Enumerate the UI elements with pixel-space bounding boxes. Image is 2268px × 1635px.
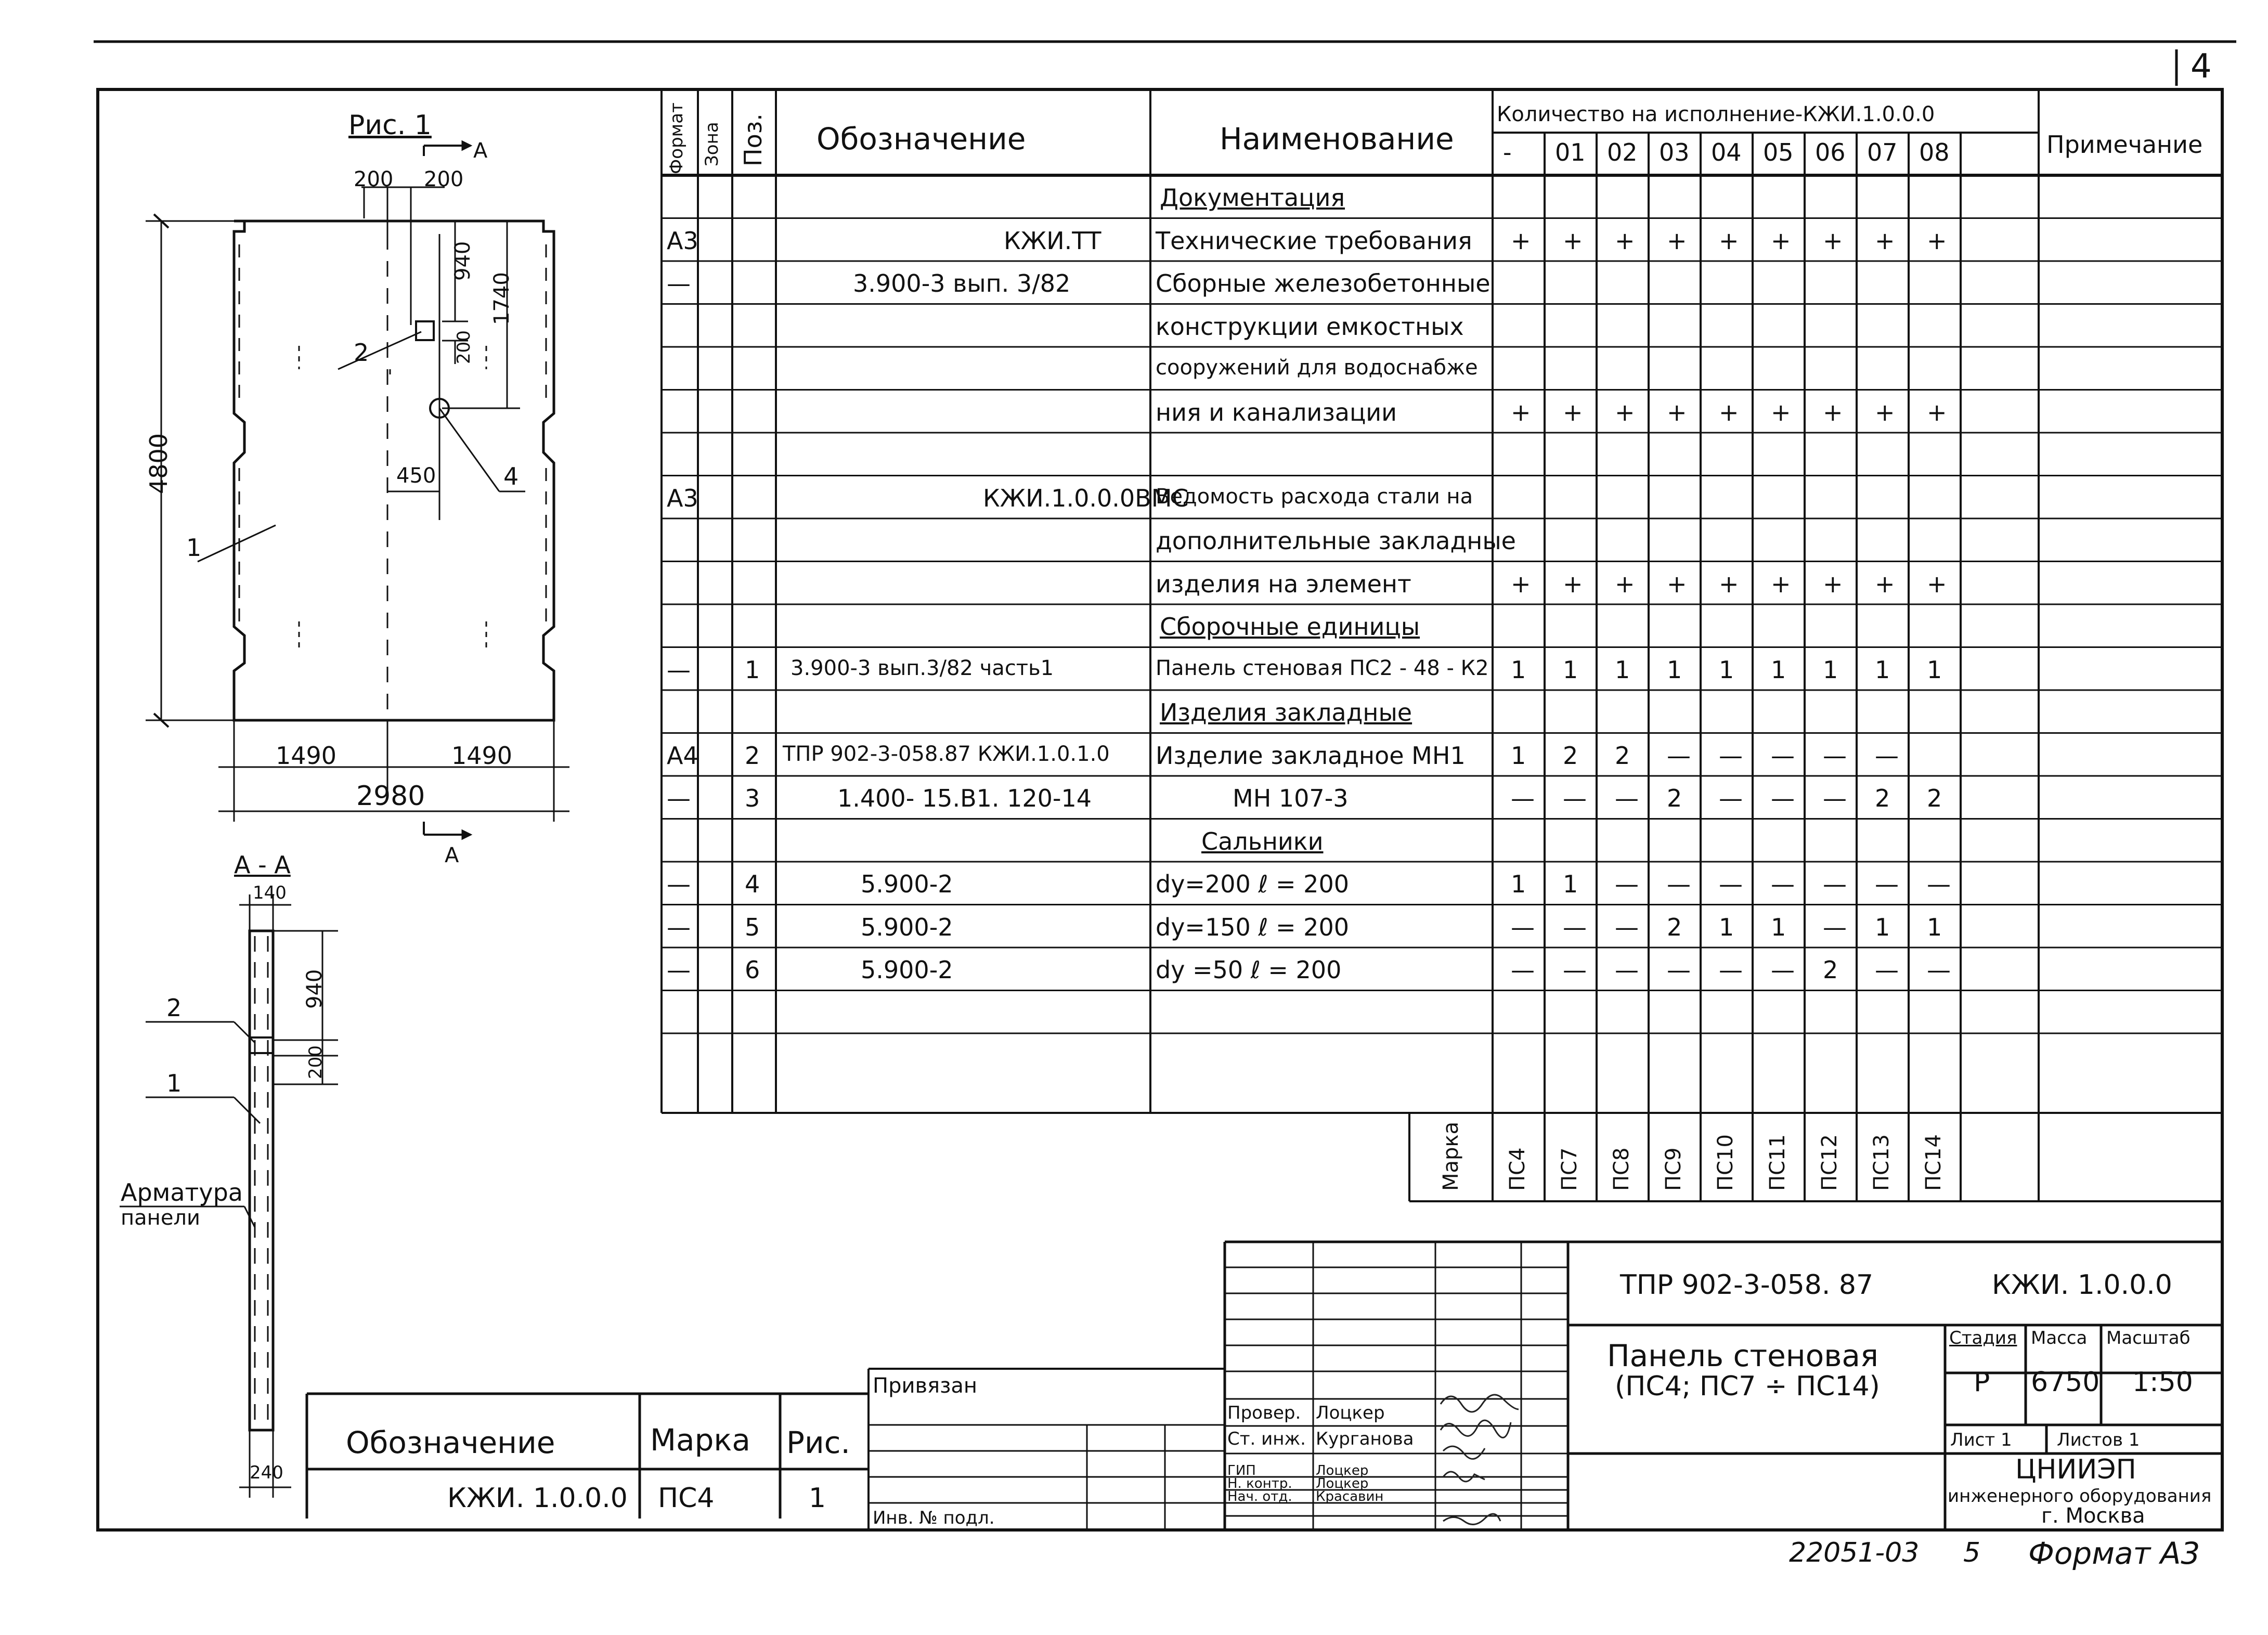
row-format: А3 xyxy=(667,226,698,255)
qty-cell: 1 xyxy=(1719,913,1734,941)
qty-cell: + xyxy=(1667,569,1687,598)
header-qty-title: Количество на исполнение-КЖИ.1.0.0.0 xyxy=(1497,102,1935,126)
qty-cell: — xyxy=(1667,870,1691,898)
qty-cell: 1 xyxy=(1563,870,1578,898)
qty-cell: 1 xyxy=(1667,655,1682,684)
qty-header-cell: - xyxy=(1503,138,1512,166)
row-name: сооружений для водоснабже xyxy=(1156,356,1478,380)
row-position: 3 xyxy=(745,784,760,812)
role-title: Н. контр. xyxy=(1227,1476,1292,1491)
qty-header-cell: 07 xyxy=(1867,138,1898,166)
qty-cell: — xyxy=(1719,784,1743,812)
qty-cell: — xyxy=(1511,784,1535,812)
qty-cell: 1 xyxy=(1875,913,1890,941)
qty-cell: — xyxy=(1511,956,1535,984)
row-position: 4 xyxy=(745,870,760,898)
qty-cell: + xyxy=(1875,226,1895,255)
qty-cell: 2 xyxy=(1563,741,1578,770)
sheet-label: Лист 1 xyxy=(1950,1430,2012,1450)
qty-cell: — xyxy=(1719,956,1743,984)
qty-cell: + xyxy=(1563,398,1583,426)
ref-header-marka: Марка xyxy=(650,1422,750,1458)
row-name: Сальники xyxy=(1201,827,1324,855)
qty-cell: + xyxy=(1927,226,1947,255)
scale-label: Масштаб xyxy=(2106,1328,2191,1348)
qty-cell: 2 xyxy=(1823,956,1838,984)
qty-cell: — xyxy=(1563,784,1587,812)
marka-label: Марка xyxy=(1439,1121,1463,1191)
marka-value: ПС4 xyxy=(1506,1147,1530,1191)
scale-value: 1:50 xyxy=(2132,1367,2193,1398)
role-person: Лоцкер xyxy=(1316,1463,1369,1478)
qty-cell: — xyxy=(1719,870,1743,898)
qty-cell: 2 xyxy=(1667,913,1682,941)
qty-cell: + xyxy=(1719,226,1739,255)
qty-cell: — xyxy=(1667,741,1691,770)
ref-header-designation: Обозначение xyxy=(346,1425,555,1460)
section-title: А - А xyxy=(234,851,291,879)
qty-cell: 1 xyxy=(1927,655,1942,684)
row-name: dу=150 ℓ = 200 xyxy=(1156,913,1349,941)
dim-1490-left: 1490 xyxy=(276,742,337,770)
qty-cell: + xyxy=(1875,398,1895,426)
header-format: Формат xyxy=(666,102,687,174)
row-designation: ТПР 902-3-058.87 КЖИ.1.0.1.0 xyxy=(783,742,1110,766)
qty-cell: + xyxy=(1719,569,1739,598)
rebar-label-2: панели xyxy=(121,1206,200,1230)
role-title: Нач. отд. xyxy=(1227,1489,1292,1504)
dim-4800: 4800 xyxy=(145,433,173,494)
role-title: Ст. инж. xyxy=(1227,1429,1306,1449)
qty-cell: + xyxy=(1667,226,1687,255)
header-designation: Обозначение xyxy=(817,121,1026,157)
qty-cell: — xyxy=(1927,956,1951,984)
qty-cell: + xyxy=(1927,398,1947,426)
row-position: 6 xyxy=(745,956,760,984)
dim-940-section: 940 xyxy=(303,969,327,1009)
row-designation: 1.400- 15.В1. 120-14 xyxy=(837,784,1092,812)
qty-cell: — xyxy=(1771,870,1795,898)
row-name: МН 107-3 xyxy=(1233,784,1349,812)
section-mark-top: А xyxy=(473,139,488,163)
qty-cell: — xyxy=(1823,741,1847,770)
ref-fig: 1 xyxy=(809,1483,826,1514)
row-name: ния и канализации xyxy=(1156,398,1397,426)
callout-4: 4 xyxy=(503,462,519,490)
qty-cell: — xyxy=(1875,956,1899,984)
row-position: 1 xyxy=(745,655,760,684)
qty-cell: + xyxy=(1771,398,1791,426)
row-designation: КЖИ.ТТ xyxy=(1004,226,1101,255)
dim-450: 450 xyxy=(396,464,436,488)
row-name: изделия на элемент xyxy=(1156,569,1411,598)
archive-number: 22051-03 xyxy=(1789,1537,1920,1568)
marka-value: ПС8 xyxy=(1610,1147,1634,1191)
marka-value: ПС12 xyxy=(1818,1134,1842,1191)
qty-cell: + xyxy=(1563,226,1583,255)
marka-value: ПС11 xyxy=(1766,1134,1790,1191)
qty-cell: + xyxy=(1511,398,1531,426)
qty-cell: 1 xyxy=(1511,870,1526,898)
qty-header-cell: 04 xyxy=(1711,138,1742,166)
row-designation: КЖИ.1.0.0.0ВМС xyxy=(983,484,1189,512)
header-note: Примечание xyxy=(2046,131,2203,159)
row-name: Сборные железобетонные xyxy=(1156,269,1491,297)
sheets-label: Листов 1 xyxy=(2057,1430,2140,1450)
qty-cell: — xyxy=(1615,784,1639,812)
qty-header-cell: 05 xyxy=(1763,138,1794,166)
role-person: Лоцкер xyxy=(1316,1403,1385,1423)
dim-2980: 2980 xyxy=(356,781,425,812)
qty-cell: + xyxy=(1823,226,1843,255)
row-designation: 5.900-2 xyxy=(861,956,953,984)
row-name: Сборочные единицы xyxy=(1160,613,1420,641)
qty-cell: 2 xyxy=(1927,784,1942,812)
qty-cell: 1 xyxy=(1563,655,1578,684)
qty-cell: 2 xyxy=(1615,741,1630,770)
qty-cell: + xyxy=(1511,569,1531,598)
row-name: Документация xyxy=(1160,184,1345,212)
qty-cell: 1 xyxy=(1927,913,1942,941)
format-label: Формат А3 xyxy=(2028,1536,2200,1571)
row-designation: 5.900-2 xyxy=(861,870,953,898)
qty-header-cell: 01 xyxy=(1555,138,1586,166)
qty-cell: 1 xyxy=(1511,741,1526,770)
sheet-number: 4 xyxy=(2191,47,2212,86)
qty-cell: + xyxy=(1563,569,1583,598)
qty-cell: 1 xyxy=(1771,655,1786,684)
qty-cell: — xyxy=(1875,870,1899,898)
qty-cell: + xyxy=(1719,398,1739,426)
qty-cell: — xyxy=(1719,741,1743,770)
marka-value: ПС13 xyxy=(1870,1134,1894,1191)
qty-cell: + xyxy=(1615,569,1635,598)
qty-cell: — xyxy=(1615,870,1639,898)
role-title: ГИП xyxy=(1227,1463,1256,1478)
org-line-2: инженерного оборудования xyxy=(1948,1486,2212,1507)
section-callout-2: 2 xyxy=(166,994,182,1022)
dim-200-vert: 200 xyxy=(453,330,474,364)
header-pos: Поз. xyxy=(739,113,767,166)
inventory-label: Инв. № подл. xyxy=(873,1508,995,1528)
qty-cell: — xyxy=(1563,956,1587,984)
row-name: Изделия закладные xyxy=(1160,698,1412,726)
mass-value: 6750 xyxy=(2031,1367,2100,1398)
qty-cell: + xyxy=(1875,569,1895,598)
qty-cell: — xyxy=(1927,870,1951,898)
qty-cell: — xyxy=(1823,913,1847,941)
qty-cell: 1 xyxy=(1771,913,1786,941)
role-title: Провер. xyxy=(1227,1403,1301,1423)
dim-1490-right: 1490 xyxy=(451,742,513,770)
row-format: А3 xyxy=(667,484,698,512)
row-format: — xyxy=(667,870,691,898)
dim-240: 240 xyxy=(250,1462,283,1483)
qty-cell: + xyxy=(1511,226,1531,255)
qty-cell: + xyxy=(1823,569,1843,598)
qty-cell: — xyxy=(1771,784,1795,812)
row-format: — xyxy=(667,913,691,941)
qty-cell: 1 xyxy=(1615,655,1630,684)
row-designation: 3.900-3 вып. 3/82 xyxy=(853,269,1071,297)
qty-cell: — xyxy=(1511,913,1535,941)
qty-cell: 2 xyxy=(1875,784,1890,812)
doc-code: КЖИ. 1.0.0.0 xyxy=(1992,1269,2172,1301)
row-name: конструкции емкостных xyxy=(1156,312,1464,341)
stage-value: Р xyxy=(1974,1367,1990,1398)
row-name: Ведомость расхода стали на xyxy=(1156,484,1473,509)
ref-header-fig: Рис. xyxy=(786,1425,850,1460)
role-person: Лоцкер xyxy=(1316,1476,1369,1491)
dim-940: 940 xyxy=(451,241,475,281)
qty-cell: — xyxy=(1875,741,1899,770)
role-person: Красавин xyxy=(1316,1489,1384,1504)
row-format: — xyxy=(667,655,691,684)
qty-cell: 1 xyxy=(1719,655,1734,684)
qty-cell: — xyxy=(1615,913,1639,941)
qty-cell: + xyxy=(1667,398,1687,426)
row-name: Изделие закладное МН1 xyxy=(1156,741,1466,770)
row-format: А4 xyxy=(667,741,698,770)
row-name: dу =50 ℓ = 200 xyxy=(1156,956,1342,984)
dim-200-section: 200 xyxy=(305,1045,326,1079)
stage-label: Стадия xyxy=(1949,1328,2017,1348)
row-name: Панель стеновая ПС2 - 48 - К2 xyxy=(1156,656,1489,680)
row-format: — xyxy=(667,956,691,984)
row-name: dу=200 ℓ = 200 xyxy=(1156,870,1349,898)
ref-designation: КЖИ. 1.0.0.0 xyxy=(447,1483,628,1514)
row-position: 5 xyxy=(745,913,760,941)
qty-cell: + xyxy=(1615,398,1635,426)
dim-200-right: 200 xyxy=(424,167,464,191)
qty-header-cell: 02 xyxy=(1607,138,1638,166)
qty-cell: + xyxy=(1615,226,1635,255)
qty-cell: — xyxy=(1563,913,1587,941)
ref-marka: ПС4 xyxy=(658,1483,715,1514)
qty-header-cell: 06 xyxy=(1815,138,1846,166)
page-number: 5 xyxy=(1963,1537,1981,1568)
title-line-2: (ПС4; ПС7 ÷ ПС14) xyxy=(1615,1371,1880,1402)
row-designation: 5.900-2 xyxy=(861,913,953,941)
section-callout-1: 1 xyxy=(166,1069,182,1097)
row-designation: 3.900-3 вып.3/82 часть1 xyxy=(790,656,1054,680)
row-format: — xyxy=(667,784,691,812)
qty-cell: 1 xyxy=(1875,655,1890,684)
header-name: Наименование xyxy=(1220,121,1454,157)
qty-cell: 1 xyxy=(1511,655,1526,684)
callout-1: 1 xyxy=(186,534,202,562)
row-name: дополнительные закладные xyxy=(1156,527,1516,555)
row-format: — xyxy=(667,269,691,297)
qty-header-cell: 03 xyxy=(1659,138,1690,166)
mass-label: Масса xyxy=(2031,1328,2088,1348)
header-zone: Зона xyxy=(702,122,722,166)
rebar-label-1: Арматура xyxy=(121,1178,243,1206)
qty-cell: + xyxy=(1771,226,1791,255)
project-code: ТПР 902-3-058. 87 xyxy=(1620,1269,1874,1301)
title-line-1: Панель стеновая xyxy=(1607,1338,1878,1373)
qty-cell: — xyxy=(1823,784,1847,812)
dim-1740: 1740 xyxy=(490,272,514,325)
figure-title: Рис. 1 xyxy=(348,110,432,141)
org-line-1: ЦНИИЭП xyxy=(2015,1454,2136,1485)
row-name: Технические требования xyxy=(1156,226,1472,255)
role-person: Курганова xyxy=(1316,1429,1414,1449)
qty-cell: 1 xyxy=(1823,655,1838,684)
marka-value: ПС9 xyxy=(1662,1147,1686,1191)
qty-cell: 2 xyxy=(1667,784,1682,812)
org-line-3: г. Москва xyxy=(2041,1504,2145,1528)
qty-cell: — xyxy=(1771,956,1795,984)
qty-cell: — xyxy=(1615,956,1639,984)
qty-cell: + xyxy=(1771,569,1791,598)
marka-value: ПС10 xyxy=(1714,1134,1738,1191)
qty-cell: — xyxy=(1667,956,1691,984)
marka-value: ПС14 xyxy=(1922,1134,1946,1191)
callout-2: 2 xyxy=(354,339,369,367)
qty-cell: — xyxy=(1771,741,1795,770)
section-mark-bottom: А xyxy=(445,844,459,867)
qty-cell: + xyxy=(1823,398,1843,426)
row-position: 2 xyxy=(745,741,760,770)
dim-140: 140 xyxy=(253,883,287,903)
dim-200-left: 200 xyxy=(354,167,394,191)
qty-cell: — xyxy=(1823,870,1847,898)
qty-header-cell: 08 xyxy=(1919,138,1950,166)
marka-value: ПС7 xyxy=(1558,1147,1582,1191)
privyazan-label: Привязан xyxy=(873,1374,978,1398)
qty-cell: + xyxy=(1927,569,1947,598)
